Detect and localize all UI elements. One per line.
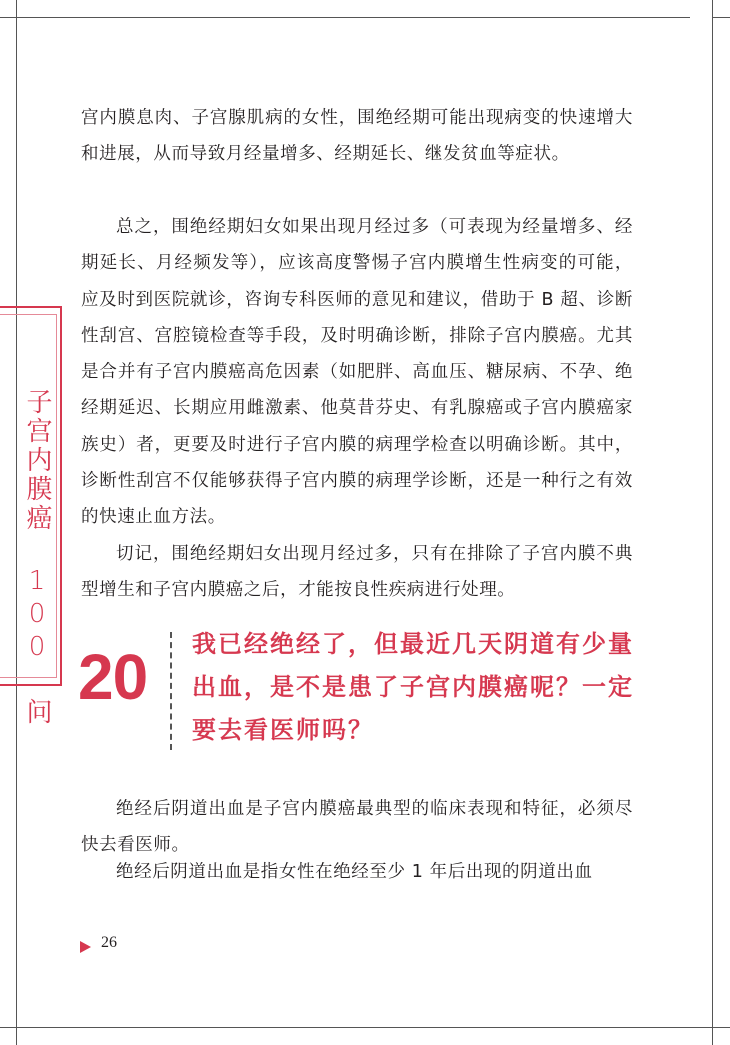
page-arrow-icon bbox=[80, 941, 91, 953]
paragraph-continued: 宫内膜息肉、子宫腺肌病的女性，围绝经期可能出现病变的快速增大和进展，从而导致月经量增多、经期延长、继发贫血等症状。 bbox=[81, 108, 633, 165]
question-number: 20 bbox=[78, 641, 148, 713]
paragraph-reminder: 切记，围绝经期妇女出现月经过多，只有在排除了子宫内膜不典型增生和子宫内膜癌之后，才能按良性疾病进行处理。 bbox=[81, 544, 633, 601]
crop-mark bbox=[712, 17, 730, 18]
crop-mark bbox=[0, 1027, 730, 1028]
page-number: 26 bbox=[101, 934, 117, 951]
question-divider bbox=[170, 632, 172, 750]
answer-paragraph: 绝经后阴道出血是子宫内膜癌最典型的临床表现和特征，必须尽快去看医师。 bbox=[81, 799, 633, 856]
paragraph-summary: 总之，围绝经期妇女如果出现月经过多（可表现为经量增多、经期延长、月经频发等），应该高度警惕子宫内膜增生性病变的可能，应及时到医院就诊，咨询专科医师的意见和建议，借助于 B 超、诊断性刮宫、宫腔镜检查等手段，及时明确诊断，排除子宫内膜癌。尤其是合并有子宫内膜癌高危因素（如肥胖、高血压、糖尿病、不孕、绝经期延迟、长期应用雌激素、他莫昔芬史、有乳腺癌或子宫内膜癌家族史）者，更要及时进行子宫内膜的病理学检查以明确诊断。其中，诊断性刮宫不仅能够获得子宫内膜的病理学诊断，还是一种行之有效的快速止血方法。 bbox=[81, 217, 633, 528]
side-tab-title: 子宫内膜癌 100 问 bbox=[22, 388, 52, 727]
question-heading: 我已经绝经了，但最近几天阴道有少量出血，是不是患了子宫内膜癌呢？一定要去看医师吗？ bbox=[192, 630, 634, 744]
crop-mark bbox=[712, 0, 713, 1045]
crop-mark bbox=[0, 17, 690, 18]
answer-paragraph: 绝经后阴道出血是指女性在绝经至少 1 年后出现的阴道出血 bbox=[116, 862, 593, 882]
